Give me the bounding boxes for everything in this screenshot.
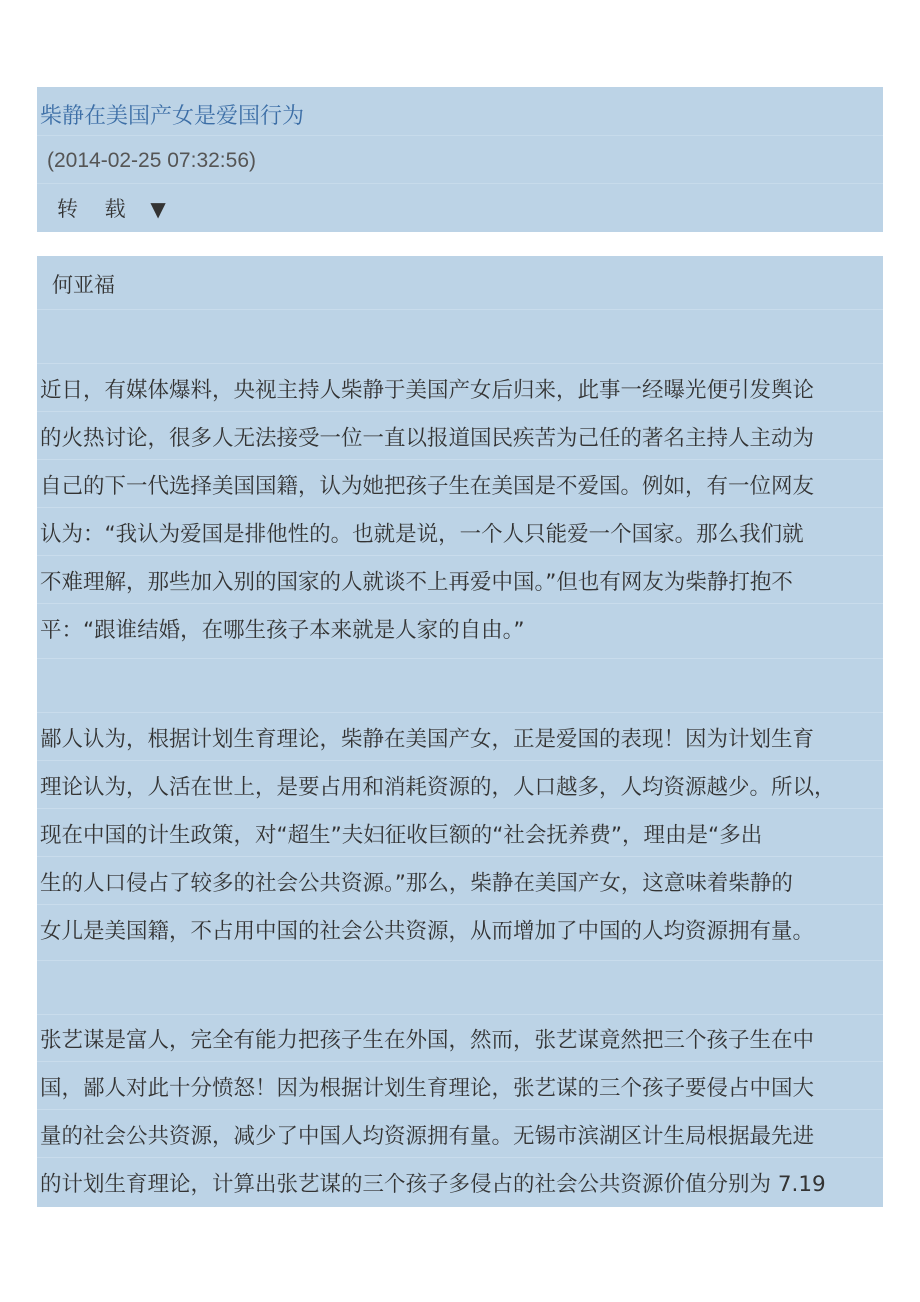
repost-label: 转 载 xyxy=(57,197,136,221)
text-line: 自己的下一代选择美国国籍，认为她把孩子生在美国是不爱国。例如，有一位网友 xyxy=(40,474,815,499)
divider xyxy=(37,1014,883,1015)
article-title[interactable]: 柴静在美国产女是爱国行为 xyxy=(40,104,305,129)
text-line: 理论认为，人活在世上，是要占用和消耗资源的，人口越多，人均资源越少。所以， xyxy=(40,775,836,800)
divider xyxy=(37,658,883,659)
article-body xyxy=(37,256,883,1207)
article-header xyxy=(37,87,883,232)
repost-button[interactable] xyxy=(57,193,166,223)
divider xyxy=(37,856,883,857)
text-line: 平：“跟谁结婚，在哪生孩子本来就是人家的自由。” xyxy=(40,618,525,643)
text-line: 现在中国的计生政策，对“超生”夫妇征收巨额的“社会抚养费”，理由是“多出 xyxy=(40,823,763,848)
divider xyxy=(37,760,883,761)
divider xyxy=(37,960,883,961)
divider xyxy=(37,712,883,713)
divider xyxy=(37,363,883,364)
divider xyxy=(37,507,883,508)
dropdown-arrow-icon: ▼ xyxy=(150,197,166,221)
text-line: 张艺谋是富人，完全有能力把孩子生在外国，然而，张艺谋竟然把三个孩子生在中 xyxy=(40,1028,815,1053)
article-date: (2014-02-25 07:32:56) xyxy=(47,149,256,172)
article-author: 何亚福 xyxy=(52,273,115,297)
divider xyxy=(37,904,883,905)
text-line: 女儿是美国籍，不占用中国的社会公共资源，从而增加了中国的人均资源拥有量。 xyxy=(40,919,815,944)
divider xyxy=(37,808,883,809)
text-line: 认为：“我认为爱国是排他性的。也就是说，一个人只能爱一个国家。那么我们就 xyxy=(40,522,804,547)
divider xyxy=(37,603,883,604)
divider xyxy=(37,1061,883,1062)
divider xyxy=(37,1157,883,1158)
text-line: 的火热讨论，很多人无法接受一位一直以报道国民疾苦为己任的著名主持人主动为 xyxy=(40,426,815,451)
text-line: 的计划生育理论，计算出张艺谋的三个孩子多侵占的社会公共资源价值分别为 7.19 xyxy=(40,1172,826,1197)
text-line: 生的人口侵占了较多的社会公共资源。”那么，柴静在美国产女，这意味着柴静的 xyxy=(40,871,793,896)
divider xyxy=(37,183,883,184)
divider xyxy=(37,309,883,310)
divider xyxy=(37,135,883,136)
divider xyxy=(37,411,883,412)
divider xyxy=(37,459,883,460)
text-line: 不难理解，那些加入别的国家的人就谈不上再爱中国。”但也有网友为柴静打抱不 xyxy=(40,570,793,595)
text-line: 近日，有媒体爆料，央视主持人柴静于美国产女后归来，此事一经曝光便引发舆论 xyxy=(40,378,815,403)
text-line: 国，鄙人对此十分愤怒！因为根据计划生育理论，张艺谋的三个孩子要侵占中国大 xyxy=(40,1076,815,1101)
text-line: 量的社会公共资源，减少了中国人均资源拥有量。无锡市滨湖区计生局根据最先进 xyxy=(40,1124,815,1149)
text-line: 鄙人认为，根据计划生育理论，柴静在美国产女，正是爱国的表现！因为计划生育 xyxy=(40,727,815,752)
divider xyxy=(37,555,883,556)
divider xyxy=(37,1109,883,1110)
